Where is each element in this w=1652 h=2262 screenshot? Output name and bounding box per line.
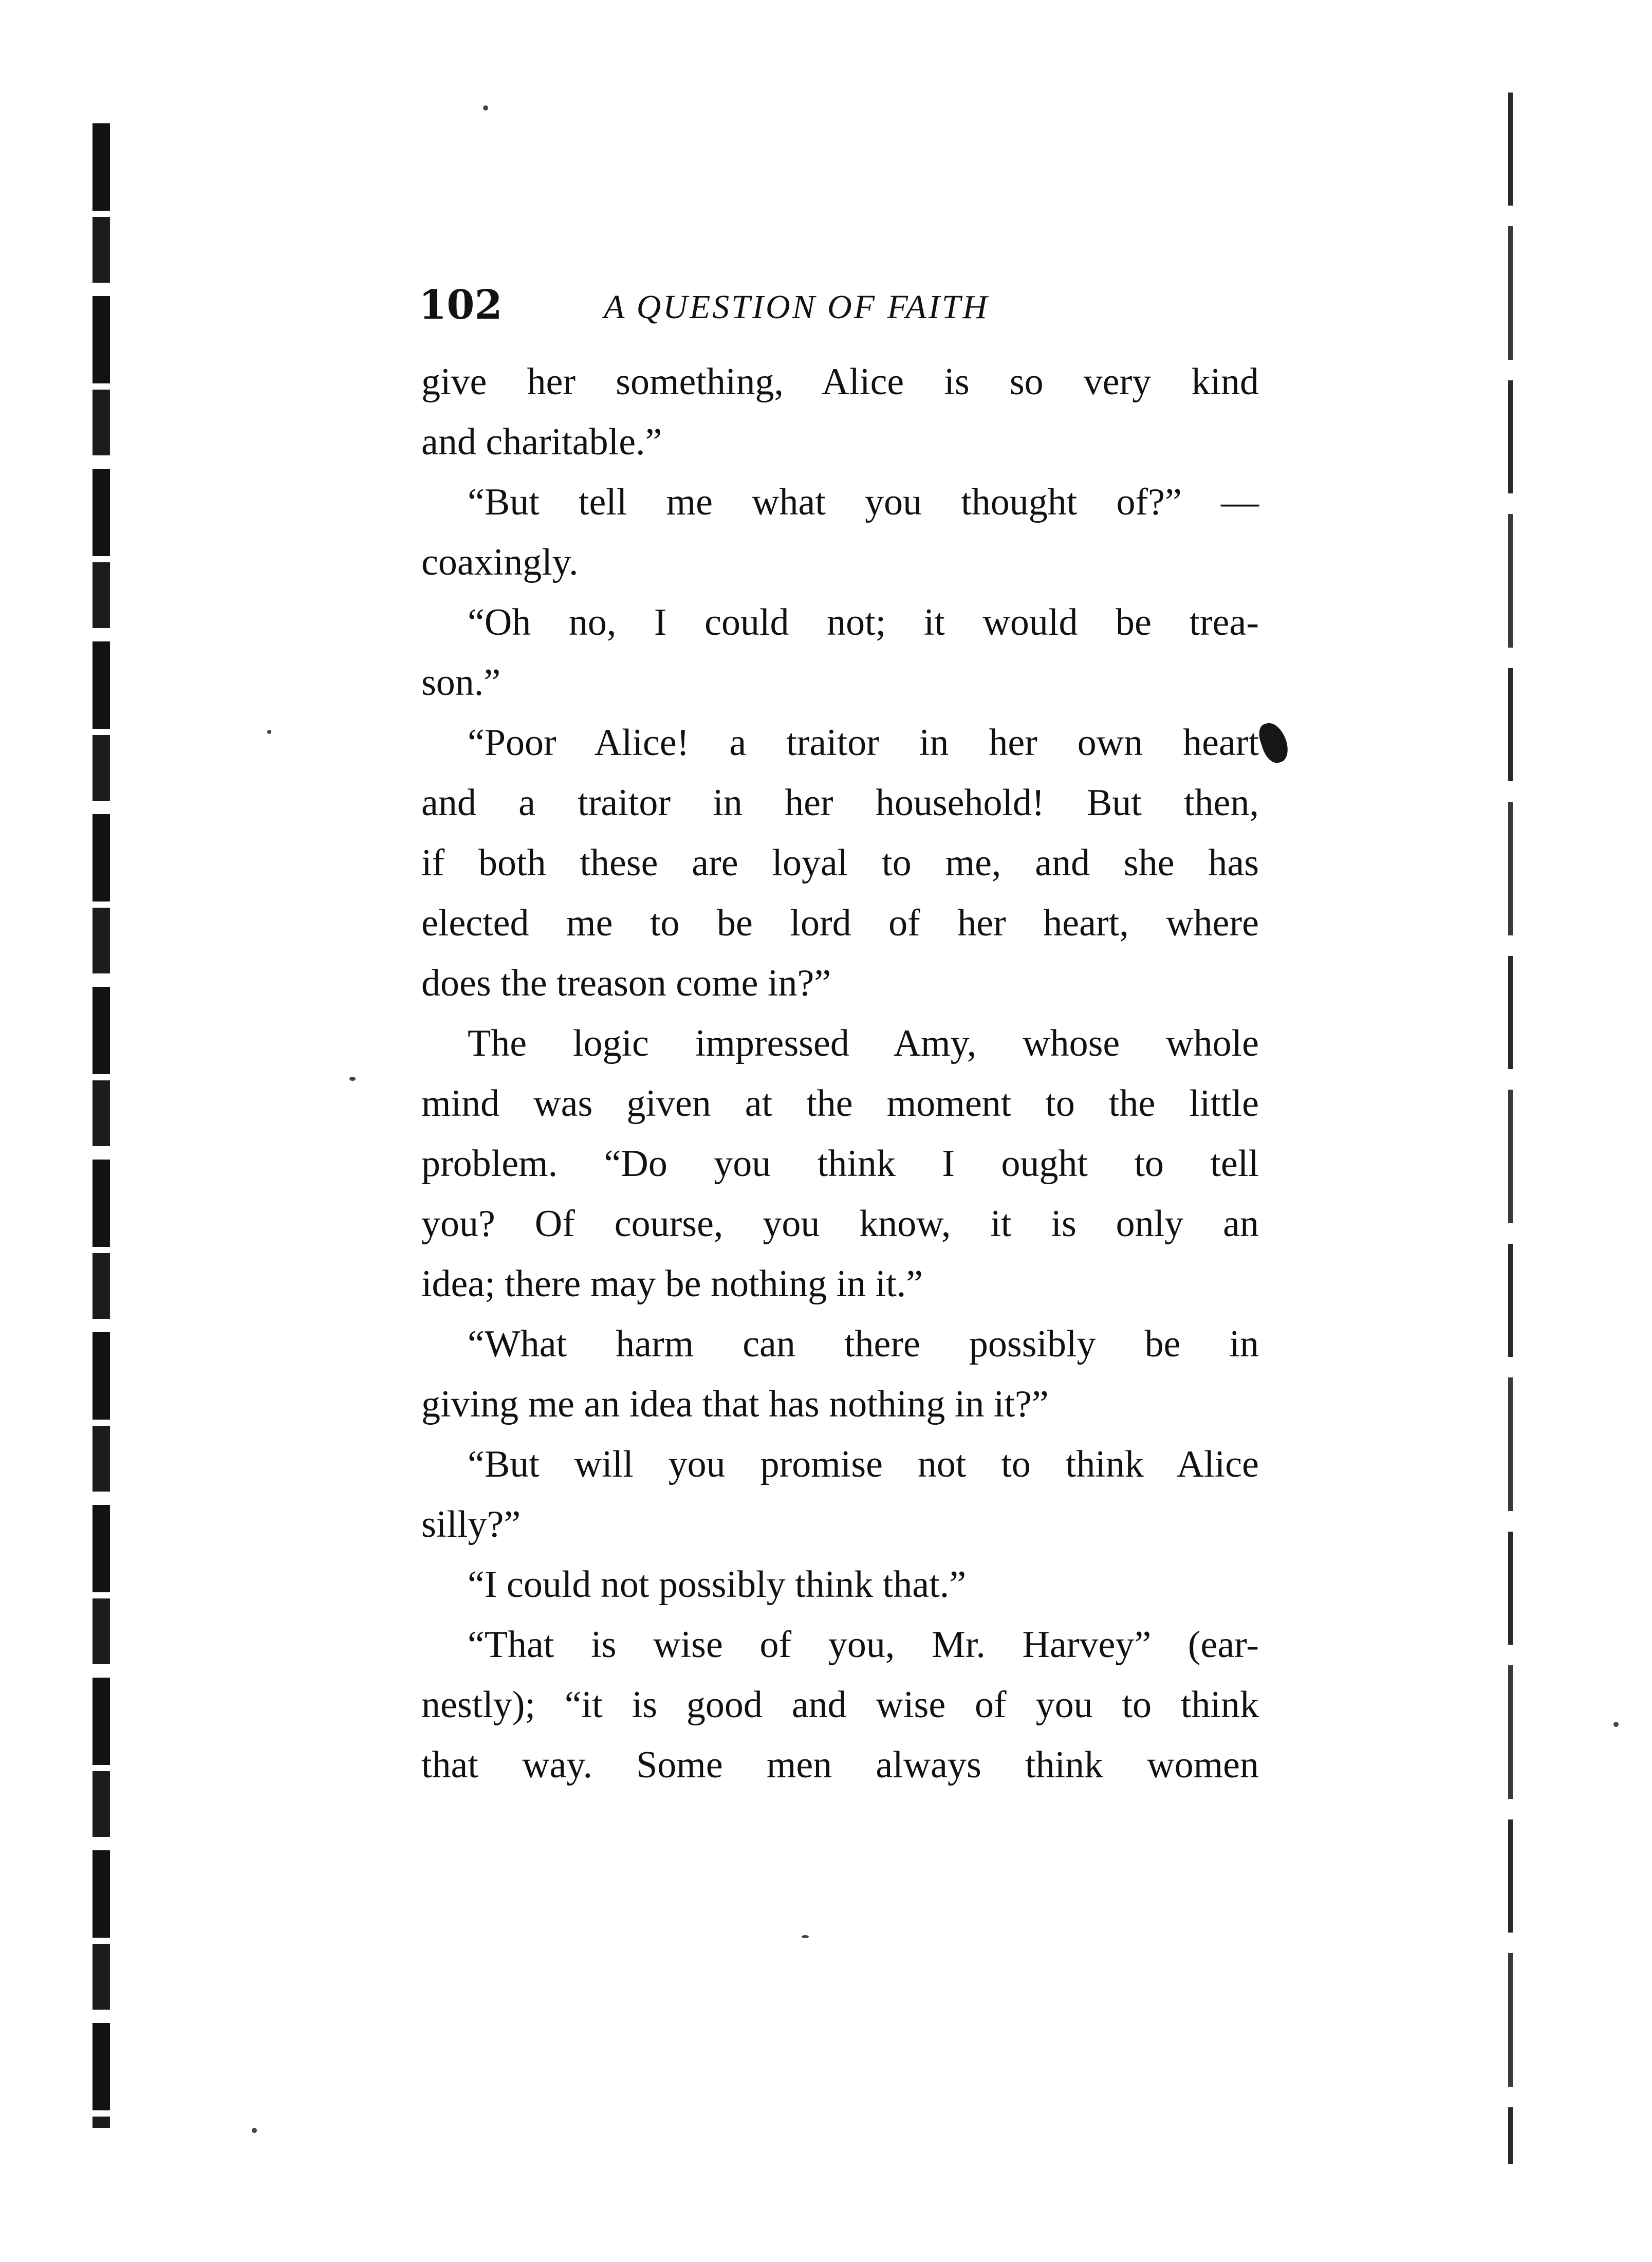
ink-blot-mark <box>1256 720 1292 766</box>
text-line: that way. Some men always think women <box>421 1744 1259 1786</box>
text-line: giving me an idea that has nothing in it?” <box>421 1383 1049 1425</box>
page-body-text <box>421 352 1259 1812</box>
scan-speck <box>267 730 271 734</box>
text-line: mind was given at the moment to the little <box>421 1082 1259 1125</box>
text-line: The logic impressed Amy, whose whole <box>468 1022 1259 1064</box>
scan-page-edge <box>1508 93 1513 2164</box>
text-line: problem. “Do you think I ought to tell <box>421 1143 1259 1185</box>
running-head: A QUESTION OF FAITH <box>604 288 990 326</box>
text-line: you? Of course, you know, it is only an <box>421 1203 1259 1245</box>
text-line: “Poor Alice! a traitor in her own heart <box>468 722 1259 764</box>
text-line: give her something, Alice is so very kind <box>421 361 1259 403</box>
text-line: son.” <box>421 661 501 704</box>
text-line: idea; there may be nothing in it.” <box>421 1263 923 1305</box>
scan-binding-edge <box>92 123 110 2128</box>
text-line: coaxingly. <box>421 541 579 583</box>
scan-speck <box>349 1077 356 1081</box>
scan-speck <box>483 105 488 111</box>
text-line: “But will you promise not to think Alice <box>468 1443 1259 1485</box>
text-line: “But tell me what you thought of?” — <box>468 481 1259 523</box>
page-header <box>419 282 1267 338</box>
text-line: “What harm can there possibly be in <box>468 1323 1259 1365</box>
text-line: “That is wise of you, Mr. Harvey” (ear- <box>468 1624 1259 1666</box>
page-number: 102 <box>419 282 503 328</box>
scan-speck <box>802 1935 809 1938</box>
text-line: elected me to be lord of her heart, where <box>421 902 1259 944</box>
text-line: “Oh no, I could not; it would be trea- <box>468 601 1259 643</box>
scan-speck <box>252 2128 257 2133</box>
scan-speck <box>1613 1722 1619 1727</box>
text-line: and a traitor in her household! But then, <box>421 782 1259 824</box>
text-line: nestly); “it is good and wise of you to think <box>421 1684 1259 1726</box>
text-line: and charitable.” <box>421 421 662 463</box>
text-line: does the treason come in?” <box>421 962 831 1004</box>
text-line: silly?” <box>421 1503 521 1546</box>
text-line: if both these are loyal to me, and she has <box>421 842 1259 884</box>
text-line: “I could not possibly think that.” <box>468 1564 967 1606</box>
